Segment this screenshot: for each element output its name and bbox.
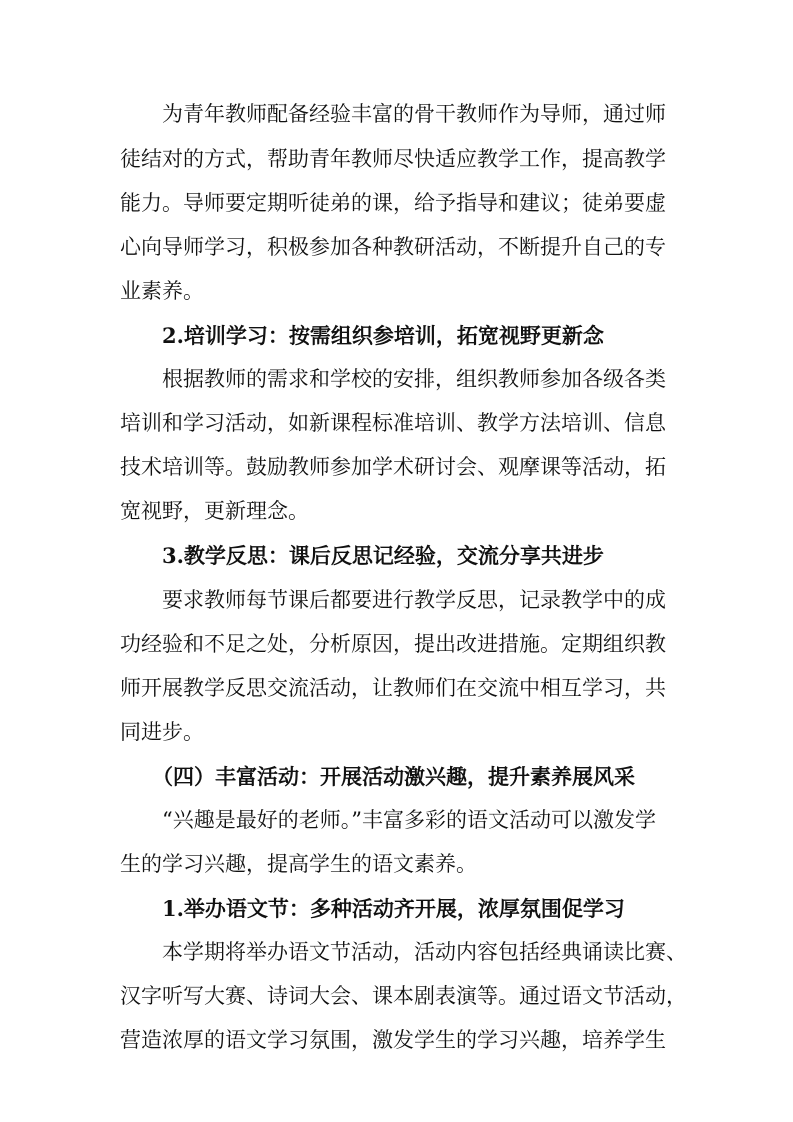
paragraph-line: 根据教师的需求和学校的安排，组织教师参加各级各类: [162, 367, 666, 391]
paragraph-line: 同进步。: [120, 720, 204, 744]
paragraph-line: 心向导师学习，积极参加各种教研活动，不断提升自己的专: [120, 235, 666, 259]
subheading-reflection: 3.教学反思：课后反思记经验，交流分享共进步: [162, 543, 604, 568]
paragraph-line: 徒结对的方式，帮助青年教师尽快适应教学工作，提高教学: [120, 147, 666, 171]
paragraph-line: 营造浓厚的语文学习氛围，激发学生的学习兴趣，培养学生: [120, 1028, 666, 1052]
subheading-training: 2.培训学习：按需组织参培训，拓宽视野更新念: [162, 323, 604, 348]
paragraph-line: 宽视野，更新理念。: [120, 499, 309, 523]
paragraph-line: 业素养。: [120, 279, 204, 303]
paragraph-line: 师开展教学反思交流活动，让教师们在交流中相互学习，共: [120, 676, 666, 700]
subheading-chinese-festival: 1.举办语文节：多种活动齐开展，浓厚氛围促学习: [162, 896, 625, 921]
paragraph-line: 本学期将举办语文节活动，活动内容包括经典诵读比赛、: [162, 940, 687, 964]
paragraph-line: 能力。导师要定期听徒弟的课，给予指导和建议；徒弟要虚: [120, 191, 666, 215]
section-heading-activities: （四）丰富活动：开展活动激兴趣，提升素养展风采: [152, 764, 635, 789]
paragraph-line: “兴趣是最好的老师。”丰富多彩的语文活动可以激发学: [162, 808, 656, 832]
paragraph-line: 要求教师每节课后都要进行教学反思，记录教学中的成: [162, 588, 666, 612]
paragraph-line: 技术培训等。鼓励教师参加学术研讨会、观摩课等活动，拓: [120, 455, 666, 479]
paragraph-line: 汉字听写大赛、诗词大会、课本剧表演等。通过语文节活动，: [120, 984, 687, 1008]
paragraph-line: 为青年教师配备经验丰富的骨干教师作为导师，通过师: [162, 102, 666, 126]
paragraph-line: 生的学习兴趣，提高学生的语文素养。: [120, 852, 477, 876]
paragraph-line: 培训和学习活动，如新课程标准培训、教学方法培训、信息: [120, 411, 666, 435]
paragraph-line: 功经验和不足之处，分析原因，提出改进措施。定期组织教: [120, 632, 666, 656]
